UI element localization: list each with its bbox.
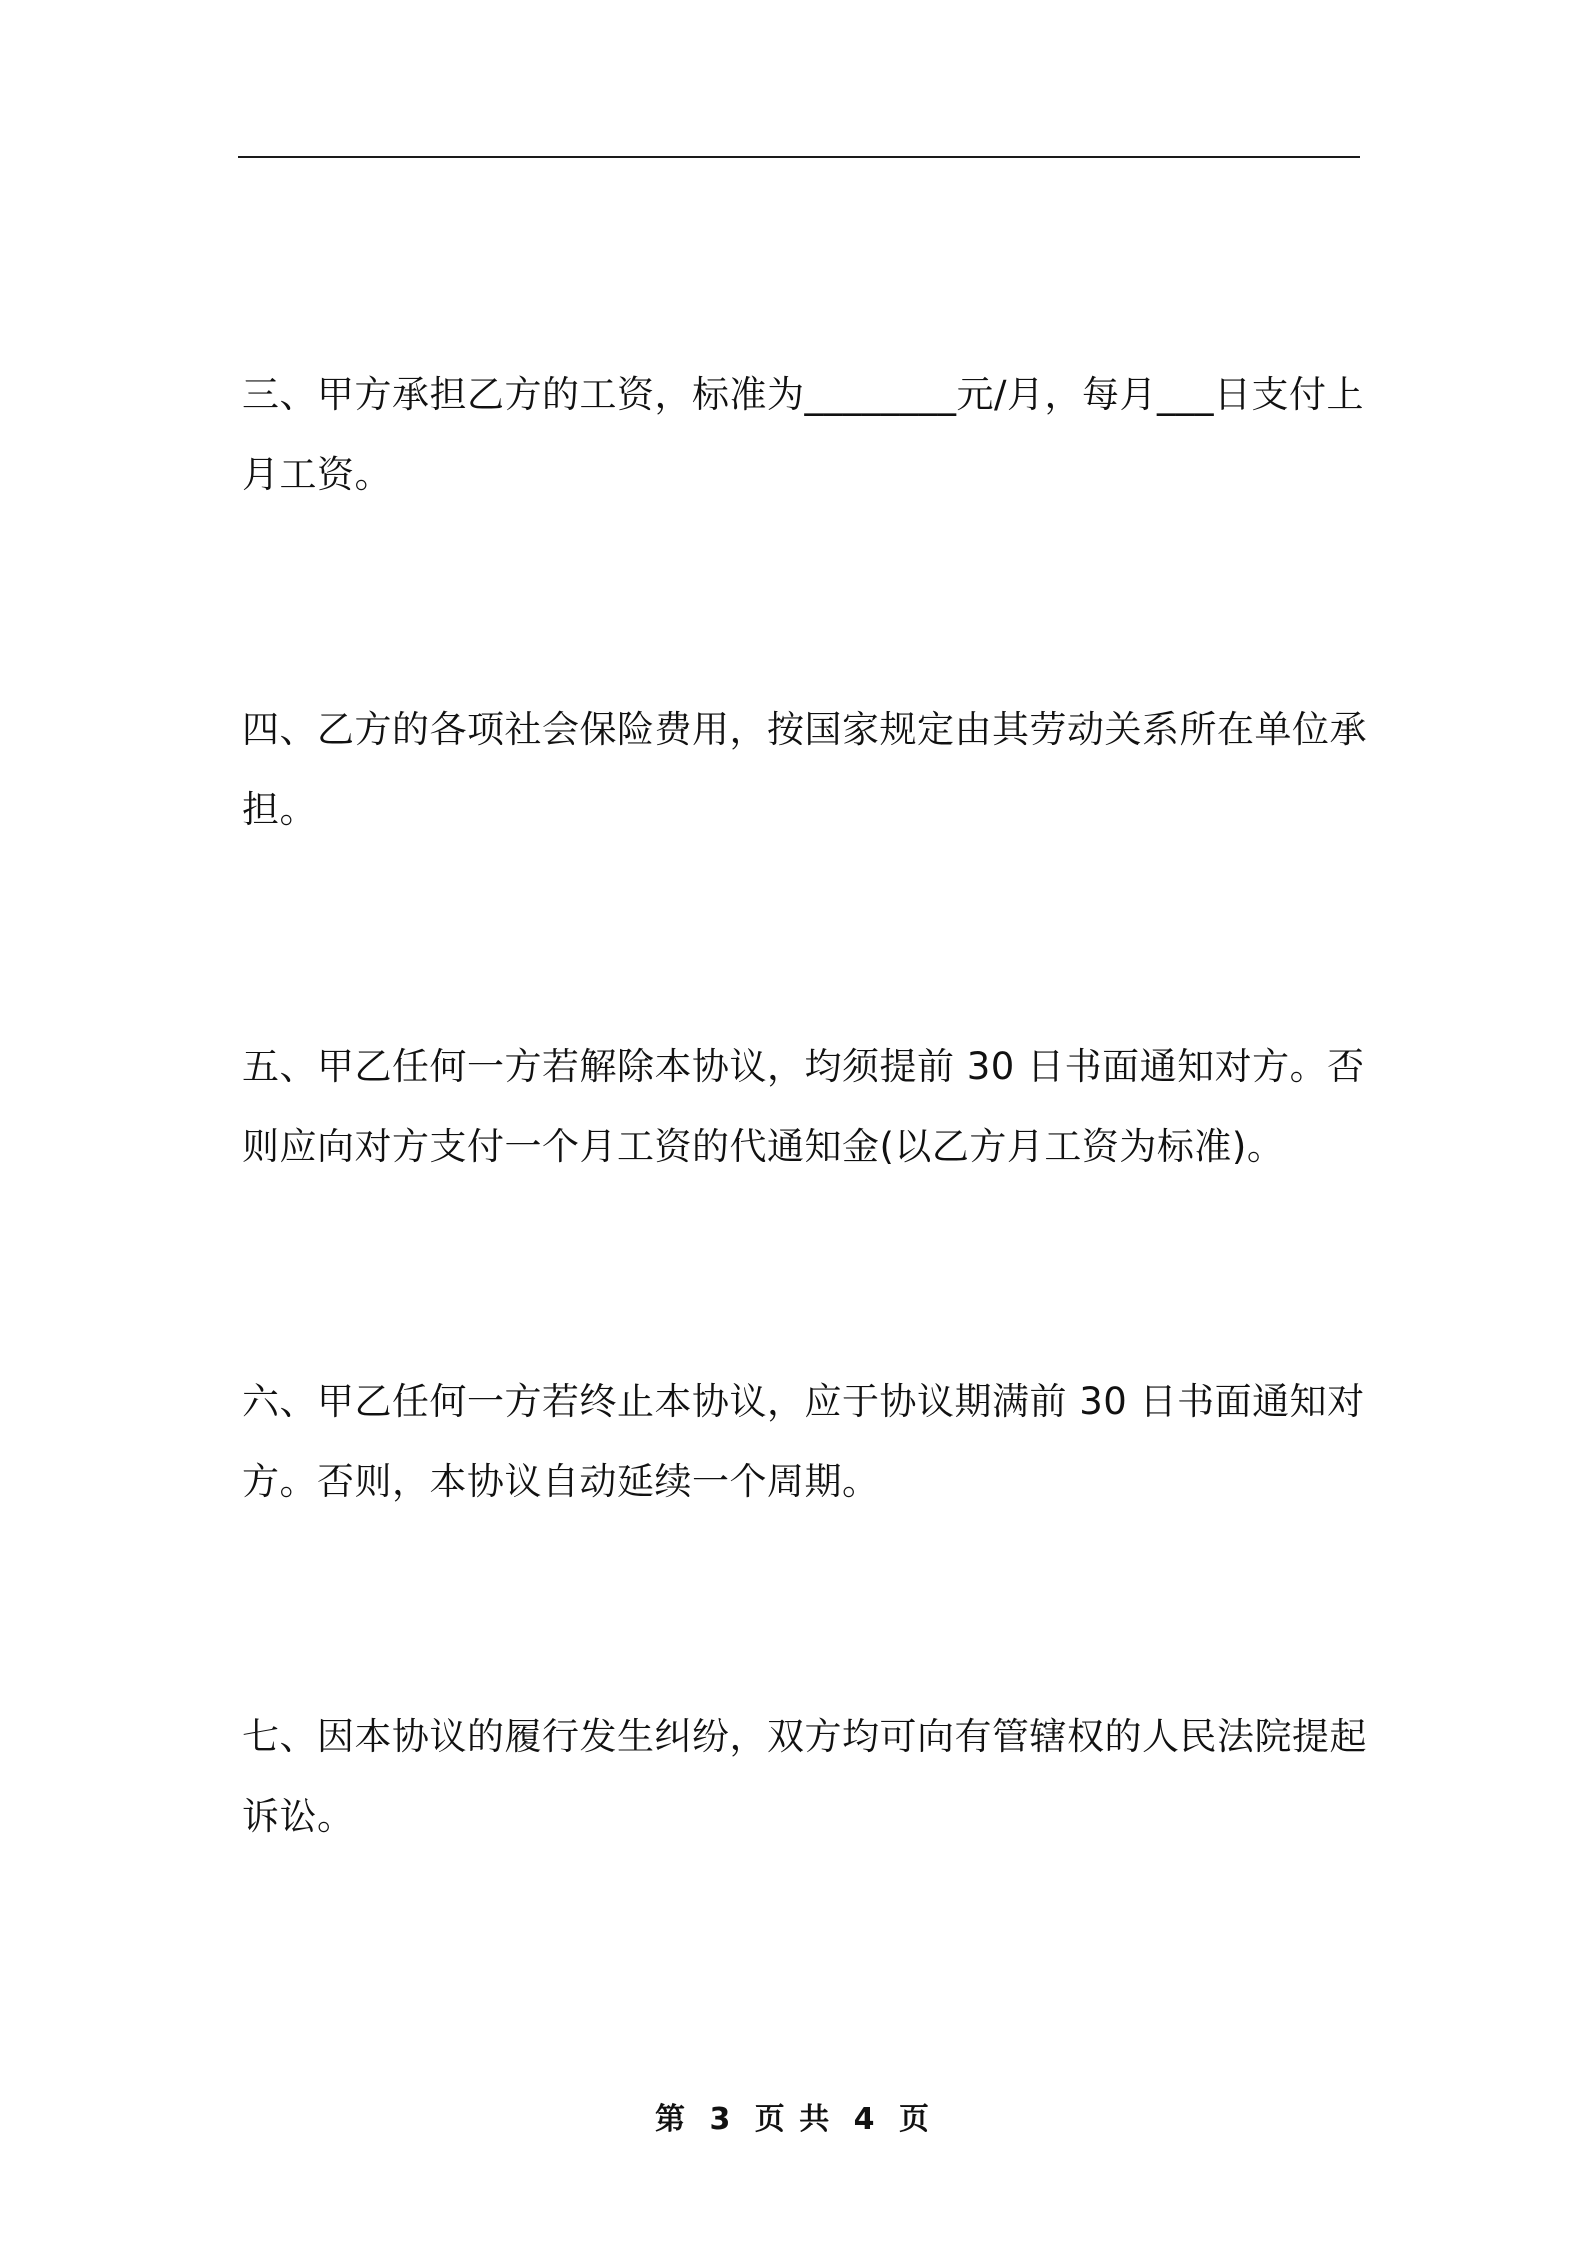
clause-7-line-2: 诉讼。 [242, 1795, 355, 1838]
clause-6-line-2: 方。否则，本协议自动延续一个周期。 [242, 1460, 880, 1503]
current-page-number: 3 [709, 2102, 733, 2137]
total-page-number: 4 [853, 2102, 877, 2137]
clause-4-line-1: 四、乙方的各项社会保险费用，按国家规定由其劳动关系所在单位承 [242, 708, 1367, 751]
clause-3 [242, 355, 1362, 515]
clause-5 [242, 1027, 1365, 1187]
footer-middle: 页 共 [754, 2102, 832, 2137]
footer-prefix: 第 [654, 2102, 687, 2137]
clause-7-line-1: 七、因本协议的履行发生纠纷，双方均可向有管辖权的人民法院提起 [242, 1715, 1367, 1758]
clause-7 [242, 1697, 1367, 1857]
clause-5-line-1: 五、甲乙任何一方若解除本协议，均须提前 30 日书面通知对方。否 [242, 1045, 1365, 1088]
clause-6-line-1: 六、甲乙任何一方若终止本协议，应于协议期满前 30 日书面通知对 [242, 1380, 1365, 1423]
clause-5-line-2: 则应向对方支付一个月工资的代通知金(以乙方月工资为标准)。 [242, 1125, 1285, 1168]
clause-6 [242, 1362, 1365, 1522]
page-number-footer [0, 2094, 1586, 2138]
clause-4-line-2: 担。 [242, 788, 317, 831]
clause-4 [242, 690, 1367, 850]
footer-suffix: 页 [899, 2102, 931, 2137]
clause-3-line-1: 三、甲方承担乙方的工资，标准为________元/月，每月___日支付上 [242, 373, 1364, 416]
header-rule [238, 156, 1360, 158]
clause-3-line-2: 月工资。 [242, 453, 392, 496]
